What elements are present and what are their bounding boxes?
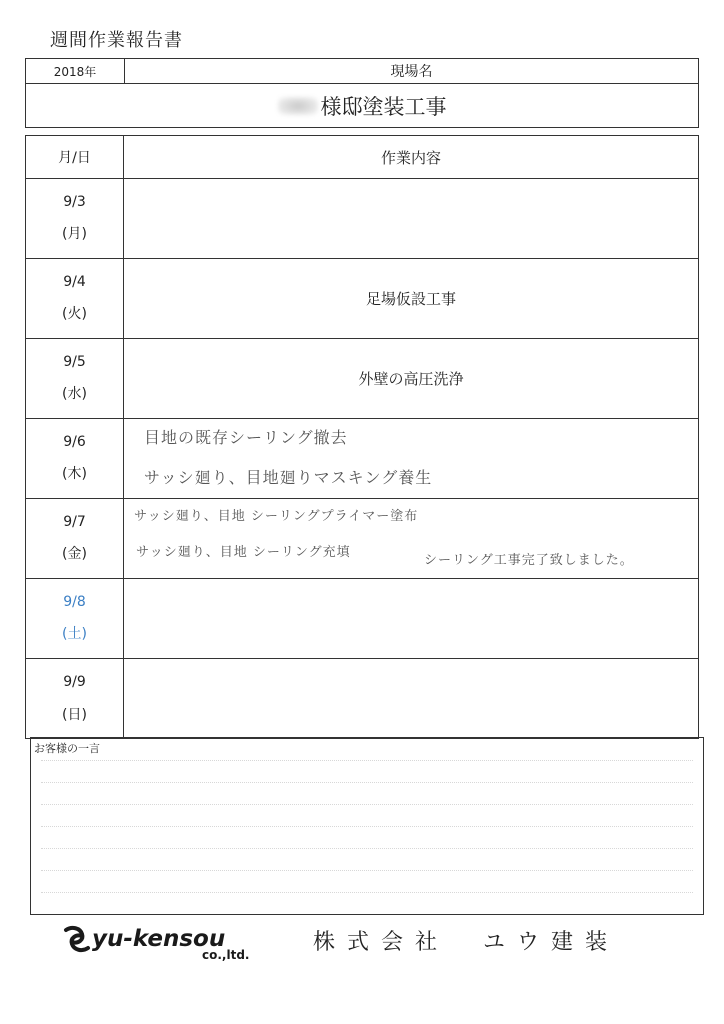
content-cell: 足場仮設工事 — [365, 290, 456, 308]
site-name — [26, 84, 698, 127]
weekday-text: (火) — [62, 306, 87, 323]
date-cell — [26, 659, 124, 739]
content-cell: 外壁の高圧洗浄 — [358, 370, 464, 388]
handwritten-note: サッシ廻り、目地 シーリング充填 — [136, 545, 351, 560]
date-cell — [26, 259, 124, 338]
date-text: 9/3 — [63, 193, 86, 210]
weekday-text: (水) — [62, 386, 87, 403]
handwritten-note: サッシ廻り、目地 シーリングプライマー塗布 — [134, 509, 419, 524]
dotted-line — [41, 804, 693, 805]
weekday-text: (月) — [62, 226, 87, 243]
table-row — [26, 179, 698, 259]
table-row — [26, 659, 698, 739]
date-text: 9/5 — [63, 353, 86, 370]
dotted-line — [41, 892, 693, 893]
logo-mark-icon — [62, 924, 92, 954]
date-cell — [26, 419, 124, 498]
content-cell — [124, 419, 698, 498]
table-header-row — [26, 136, 698, 179]
document-title: 週間作業報告書 — [50, 30, 183, 51]
content-cell — [124, 659, 698, 739]
site-label: 現場名 — [390, 64, 433, 80]
table-row — [26, 419, 698, 499]
work-table — [25, 135, 699, 739]
weekday-text: (日) — [62, 707, 87, 723]
date-text: 9/6 — [63, 433, 86, 450]
weekday-text: (金) — [62, 546, 87, 563]
date-text: 9/4 — [63, 273, 86, 290]
date-cell — [26, 499, 124, 578]
table-row — [26, 579, 698, 659]
company-name: 株式会社 ユウ建装 — [313, 930, 620, 955]
content-cell — [124, 499, 698, 578]
dotted-line — [41, 760, 693, 761]
comment-label: お客様の一言 — [34, 742, 100, 755]
customer-comment-box — [30, 737, 704, 915]
date-cell-saturday — [26, 579, 124, 658]
table-row — [26, 499, 698, 579]
weekday-text: (土) — [62, 626, 87, 643]
date-header: 月/日 — [26, 136, 124, 178]
date-text: 9/7 — [63, 513, 86, 530]
date-cell — [26, 339, 124, 418]
dotted-line — [41, 848, 693, 849]
dotted-line — [41, 782, 693, 783]
site-name-text: 様邸塗装工事 — [320, 94, 447, 119]
content-header: 作業内容 — [380, 148, 441, 167]
dotted-line — [41, 826, 693, 827]
logo-subtext: co.,ltd. — [202, 948, 250, 962]
logo-text: yu-kensou — [92, 925, 226, 952]
date-cell — [26, 179, 124, 258]
site-header — [25, 58, 699, 128]
year-cell: 2018年 — [26, 59, 125, 83]
company-logo — [62, 924, 250, 962]
date-text: 9/8 — [63, 593, 86, 610]
table-row — [26, 339, 698, 419]
handwritten-note: サッシ廻り、目地廻りマスキング養生 — [144, 468, 433, 487]
redacted-name — [278, 97, 318, 115]
handwritten-note: 目地の既存シーリング撤去 — [144, 428, 348, 447]
content-cell — [124, 179, 698, 258]
weekday-text: (木) — [62, 466, 87, 483]
dotted-line — [41, 870, 693, 871]
table-row — [26, 259, 698, 339]
handwritten-note: シーリング工事完了致しました。 — [424, 553, 634, 568]
content-cell — [124, 579, 698, 658]
date-text: 9/9 — [63, 674, 86, 690]
